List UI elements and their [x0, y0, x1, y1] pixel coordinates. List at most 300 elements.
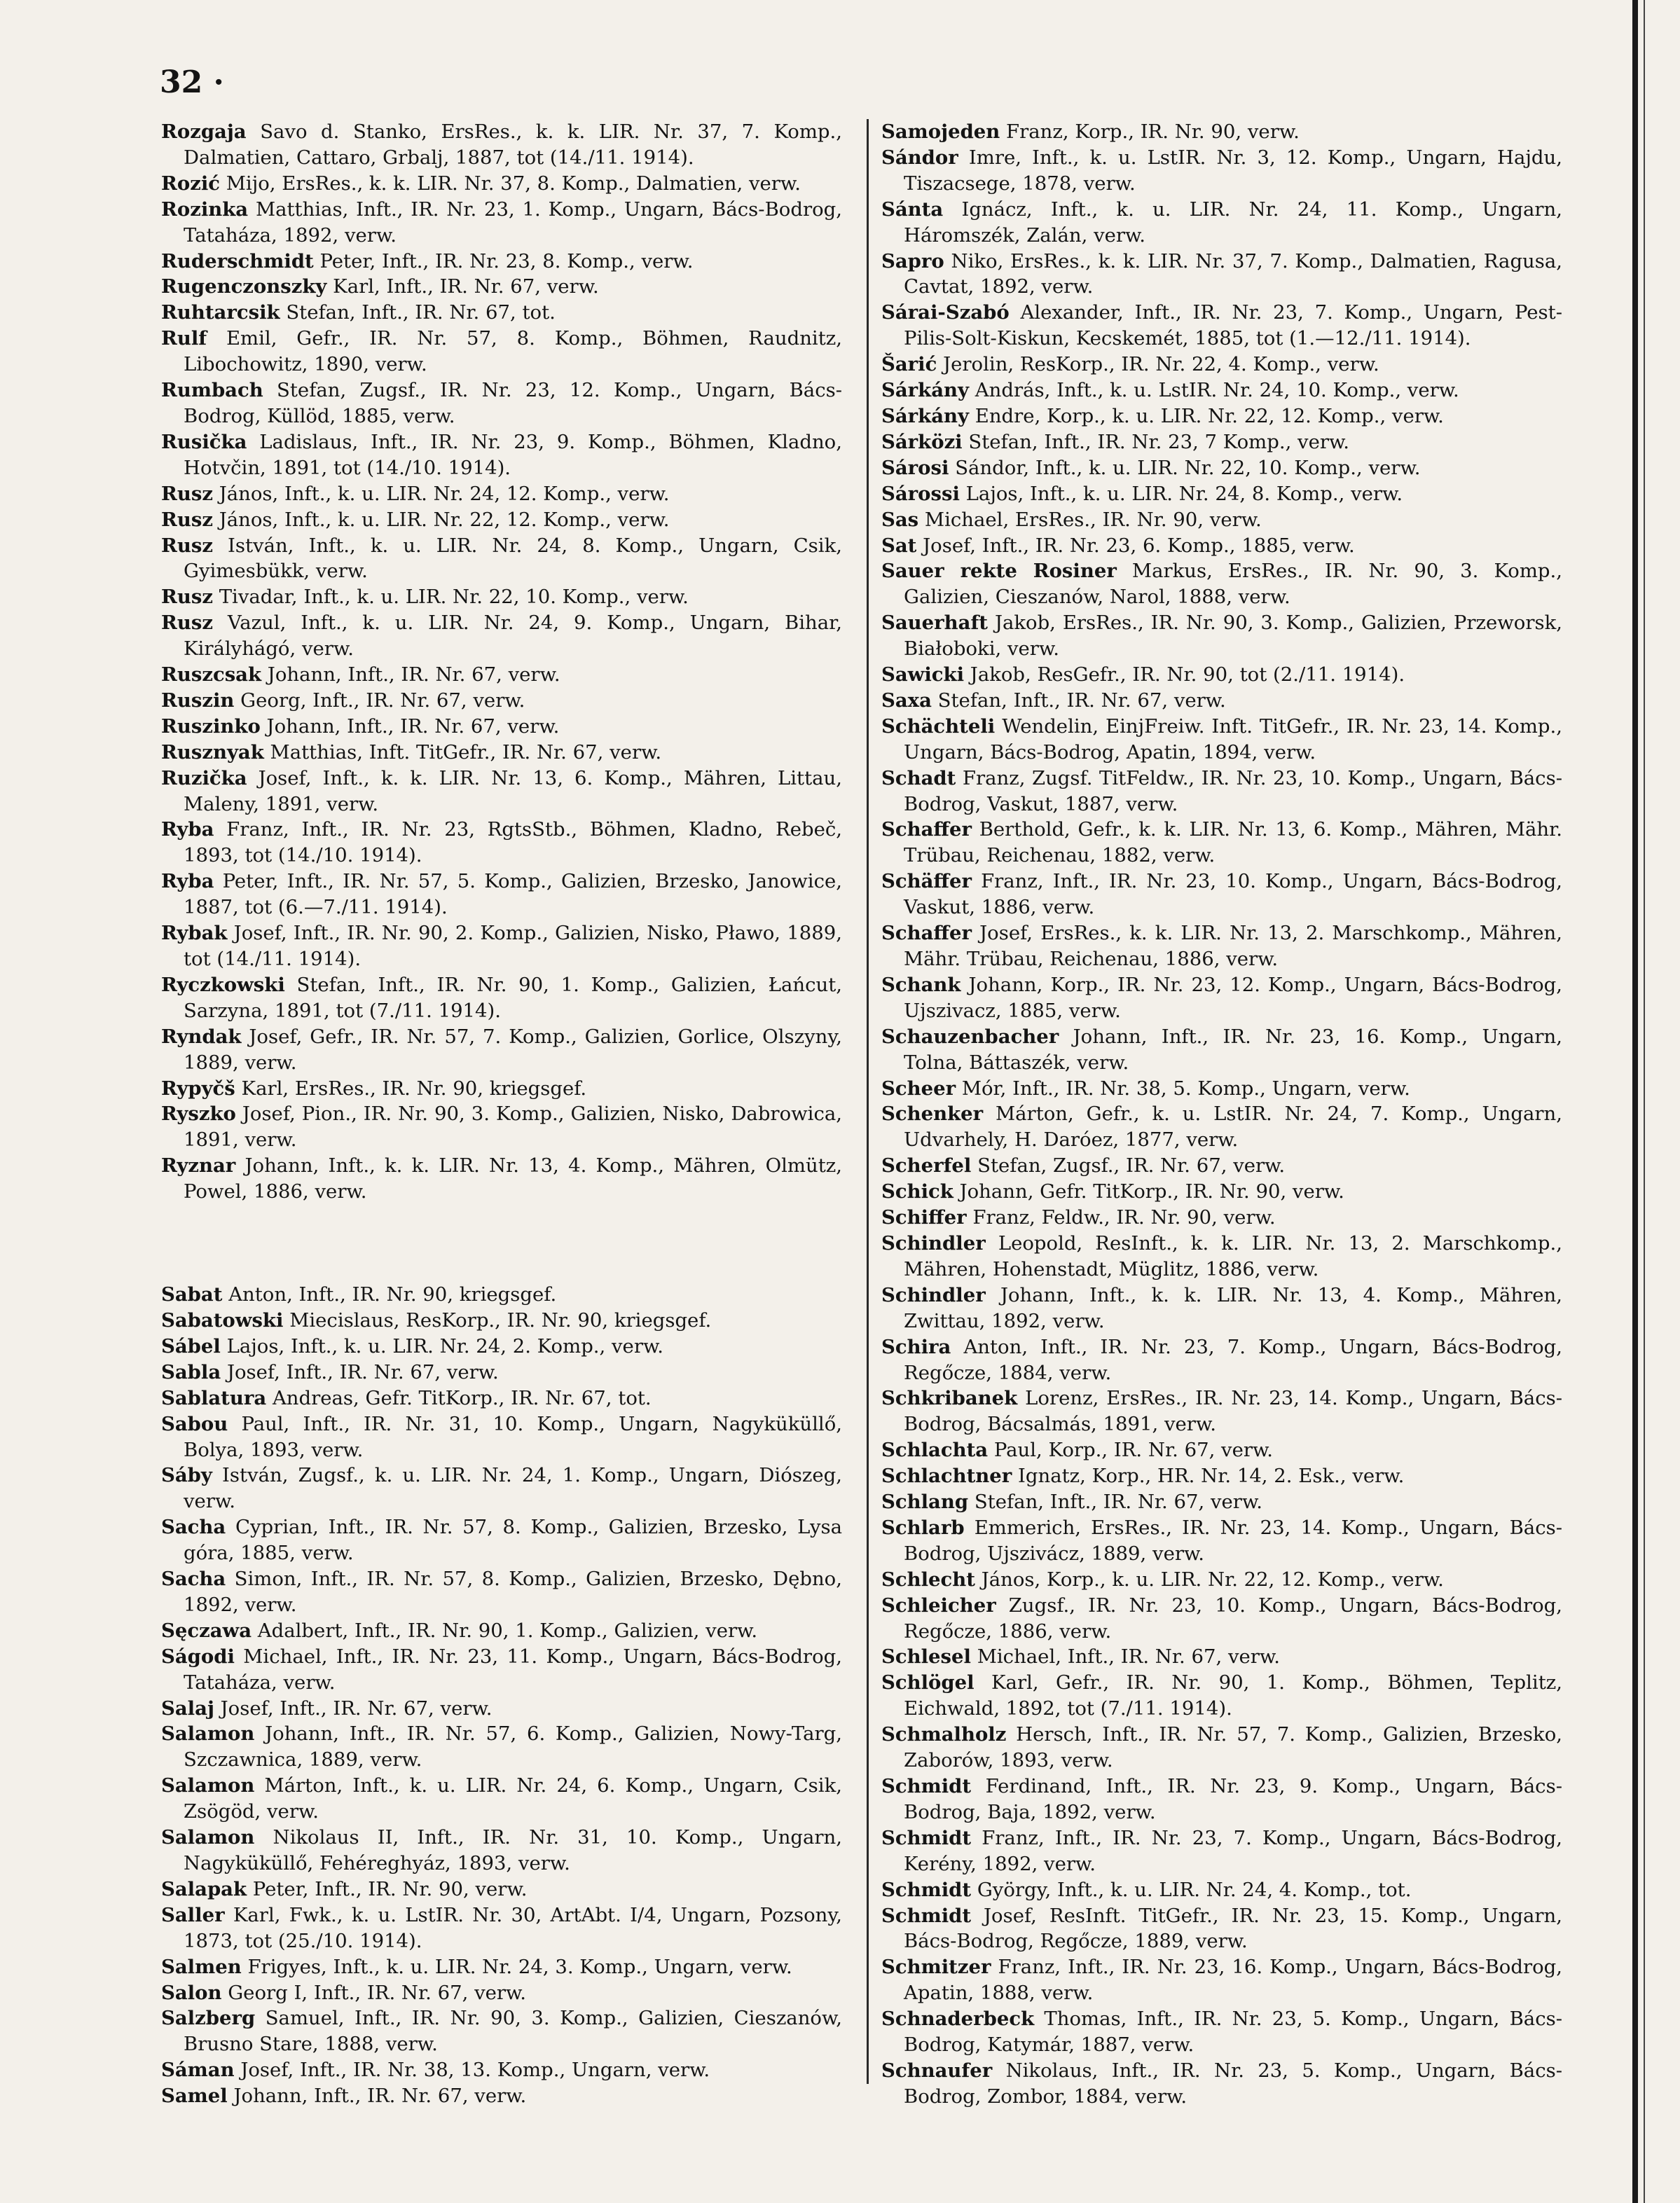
entry-details: Josef, Inft., IR. Nr. 90, 2. Komp., Galizien, Nisko, Pławo, 1889, tot (14./11. 1914). [184, 922, 842, 970]
entry-details: Mijo, ErsRes., k. k. LIR. Nr. 37, 8. Komp., Dalmatien, verw. [226, 172, 801, 195]
entry-details: Emil, Gefr., IR. Nr. 57, 8. Komp., Böhmen, Raudnitz, Libochowitz, 1890, verw. [184, 327, 842, 376]
entry-surname: Schkribanek [881, 1387, 1018, 1410]
entry-surname: Ryznar [161, 1154, 236, 1178]
page-edge-rule-thin [1644, 0, 1645, 2203]
entry-details: Adalbert, Inft., IR. Nr. 90, 1. Komp., Galizien, verw. [257, 1619, 758, 1642]
entry-surname: Schächteli [881, 714, 996, 738]
entry-details: Josef, Pion., IR. Nr. 90, 3. Komp., Galizien, Nisko, Dabrowica, 1891, verw. [184, 1103, 842, 1152]
register-entry [881, 2058, 1562, 2110]
register-entry [881, 1774, 1562, 1825]
entry-details: Stefan, Inft., IR. Nr. 23, 7 Komp., verw. [968, 430, 1350, 453]
right-column [881, 119, 1562, 2110]
entry-surname: Rozinka [161, 198, 249, 221]
entry-details: Ignatz, Korp., HR. Nr. 14, 2. Esk., verw. [1018, 1465, 1405, 1488]
register-entry [881, 455, 1562, 481]
entry-details: Berthold, Gefr., k. k. LIR. Nr. 13, 6. Komp., Mähren, Mähr. Trübau, Reichenau, 1882, verw. [904, 818, 1562, 867]
register-entry [161, 817, 842, 869]
entry-details: Josef, Inft., IR. Nr. 67, verw. [220, 1697, 493, 1720]
entry-details: Nikolaus II, Inft., IR. Nr. 31, 10. Komp., Ungarn, Nagyküküllő, Fehéreghyáz, 1893, verw. [184, 1826, 842, 1874]
entry-details: Jerolin, ResKorp., IR. Nr. 22, 4. Komp., verw. [943, 353, 1379, 376]
entry-surname: Salaj [161, 1697, 214, 1720]
entry-details: Ladislaus, Inft., IR. Nr. 23, 9. Komp., Böhmen, Kladno, Hotvčin, 1891, tot (14./10. 1914). [184, 430, 842, 479]
register-entry [161, 119, 842, 171]
entry-surname: Rusz [161, 612, 213, 635]
entry-details: Georg I, Inft., IR. Nr. 67, verw. [228, 1981, 527, 2004]
entry-details: Thomas, Inft., IR. Nr. 23, 5. Komp., Ungarn, Bács-Bodrog, Katymár, 1887, verw. [904, 2008, 1562, 2057]
register-entry [161, 197, 842, 249]
entry-surname: Schlang [881, 1491, 969, 1514]
register-entry [161, 326, 842, 378]
entry-details: Johann, Inft., IR. Nr. 67, verw. [233, 2085, 527, 2108]
register-entry [161, 1153, 842, 1205]
entry-details: Nikolaus, Inft., IR. Nr. 23, 5. Komp., Ungarn, Bács-Bodrog, Zombor, 1884, verw. [904, 2059, 1562, 2108]
register-entry [881, 507, 1562, 533]
entry-surname: Sárkány [881, 404, 970, 427]
entry-surname: Schauzenbacher [881, 1025, 1059, 1048]
left-column [161, 119, 842, 2109]
entry-surname: Ryczkowski [161, 973, 285, 996]
entry-surname: Schnaufer [881, 2059, 993, 2082]
register-entry [161, 1825, 842, 1877]
entry-surname: Sárközi [881, 430, 963, 453]
entry-surname: Ryndak [161, 1025, 242, 1048]
section-gap [161, 1205, 842, 1282]
entry-surname: Rozić [161, 172, 221, 195]
register-entry [881, 300, 1562, 352]
register-entry [881, 1644, 1562, 1670]
entry-details: Johann, Inft., k. k. LIR. Nr. 13, 4. Komp., Mähren, Olmütz, Powel, 1886, verw. [184, 1154, 842, 1203]
entry-details: Ferdinand, Inft., IR. Nr. 23, 9. Komp., Ungarn, Bács-Bodrog, Baja, 1892, verw. [904, 1775, 1562, 1823]
entry-details: Michael, Inft., IR. Nr. 23, 11. Komp., Ungarn, Bács-Bodrog, Tataháza, verw. [184, 1645, 842, 1694]
register-entry [881, 352, 1562, 378]
entry-details: Peter, Inft., IR. Nr. 90, verw. [252, 1877, 528, 1900]
entry-details: Franz, Inft., IR. Nr. 23, 10. Komp., Ungarn, Bács-Bodrog, Vaskut, 1886, verw. [904, 870, 1562, 919]
entry-details: Stefan, Inft., IR. Nr. 67, tot. [286, 301, 556, 324]
register-entry [161, 1980, 842, 2006]
entry-surname: Schiffer [881, 1206, 967, 1229]
entry-details: András, Inft., k. u. LstIR. Nr. 24, 10. Komp., verw. [975, 379, 1459, 402]
entry-surname: Sas [881, 508, 919, 531]
entry-surname: Saller [161, 1903, 225, 1926]
entry-details: Lajos, Inft., k. u. LIR. Nr. 24, 2. Komp., verw. [226, 1334, 663, 1358]
register-entry [881, 403, 1562, 429]
register-entry [161, 766, 842, 817]
entry-details: Johann, Inft., IR. Nr. 67, verw. [266, 714, 560, 738]
entry-details: Peter, Inft., IR. Nr. 23, 8. Komp., verw. [319, 249, 694, 272]
register-entry [161, 1308, 842, 1334]
entry-surname: Scheer [881, 1077, 956, 1100]
entry-surname: Samojeden [881, 120, 1000, 143]
register-entry [881, 197, 1562, 249]
entry-surname: Sapro [881, 249, 944, 272]
entry-surname: Schick [881, 1180, 953, 1203]
entry-surname: Sáman [161, 2059, 235, 2082]
entry-details: Emmerich, ErsRes., IR. Nr. 23, 14. Komp., Ungarn, Bács-Bodrog, Ujszivácz, 1889, verw. [904, 1516, 1562, 1565]
register-entry [161, 1902, 842, 1954]
register-entry [881, 533, 1562, 559]
column-divider [867, 119, 869, 2084]
entry-surname: Sábel [161, 1334, 221, 1358]
entry-details: István, Zugsf., k. u. LIR. Nr. 24, 1. Komp., Ungarn, Diószeg, verw. [184, 1464, 842, 1513]
entry-details: Vazul, Inft., k. u. LIR. Nr. 24, 9. Komp., Ungarn, Bihar, Királyhágó, verw. [184, 612, 842, 661]
entry-details: Franz, Inft., IR. Nr. 23, RgtsStb., Böhmen, Kladno, Rebeč, 1893, tot (14./10. 1914). [184, 818, 842, 867]
entry-surname: Rozgaja [161, 120, 247, 143]
entry-surname: Schenker [881, 1103, 984, 1126]
register-entry [881, 972, 1562, 1024]
entry-surname: Rusz [161, 508, 213, 531]
register-entry [881, 145, 1562, 197]
register-entry [161, 1101, 842, 1153]
entry-surname: Schlesel [881, 1645, 971, 1669]
entry-surname: Sárossi [881, 482, 960, 505]
entry-surname: Sárai-Szabó [881, 301, 1010, 324]
entry-surname: Schnaderbeck [881, 2008, 1035, 2031]
register-entry [881, 1670, 1562, 1722]
entry-surname: Rusznyak [161, 740, 264, 764]
register-entry [881, 429, 1562, 455]
entry-surname: Sauerhaft [881, 612, 989, 635]
entry-surname: Rusz [161, 534, 213, 557]
register-entry [881, 1463, 1562, 1489]
entry-details: Matthias, Inft., IR. Nr. 23, 1. Komp., Ungarn, Bács-Bodrog, Tataháza, 1892, verw. [184, 198, 842, 247]
entry-details: Peter, Inft., IR. Nr. 57, 5. Komp., Galizien, Brzesko, Janowice, 1887, tot (6.—7./11. 1914). [184, 870, 842, 919]
entry-surname: Salamon [161, 1722, 255, 1746]
entry-details: Leopold, ResInft., k. k. LIR. Nr. 13, 2. Marschkomp., Mähren, Hohenstadt, Müglitz, 1886, verw. [904, 1231, 1562, 1280]
register-entry [881, 1954, 1562, 2006]
register-entry [881, 1386, 1562, 1437]
register-entry [881, 1283, 1562, 1334]
entry-surname: Schlarb [881, 1516, 965, 1539]
entry-surname: Rusička [161, 430, 247, 453]
entry-surname: Ruszin [161, 689, 235, 712]
entry-details: Michael, ErsRes., IR. Nr. 90, verw. [924, 508, 1262, 531]
entry-surname: Schmidt [881, 1878, 972, 1901]
register-entry [161, 481, 842, 507]
entry-details: Josef, ErsRes., k. k. LIR. Nr. 13, 2. Marschkomp., Mähren, Mähr. Trübau, Reichenau, 1886, verw. [904, 922, 1562, 970]
entry-surname: Salamon [161, 1826, 255, 1849]
entry-surname: Salamon [161, 1774, 255, 1797]
entry-surname: Ruderschmidt [161, 249, 314, 272]
register-entry [881, 817, 1562, 869]
register-entry [161, 740, 842, 766]
entry-surname: Schaffer [881, 922, 972, 945]
entry-details: György, Inft., k. u. LIR. Nr. 24, 4. Komp., tot. [977, 1878, 1412, 1901]
register-entry [881, 688, 1562, 714]
entry-surname: Ryba [161, 818, 214, 841]
register-entry [881, 249, 1562, 301]
entry-details: Jakob, ErsRes., IR. Nr. 90, 3. Komp., Galizien, Przeworsk, Białoboki, verw. [904, 612, 1562, 661]
entry-details: Josef, Gefr., IR. Nr. 57, 7. Komp., Galizien, Gorlice, Olszyny, 1889, verw. [184, 1025, 842, 1074]
entry-details: Stefan, Inft., IR. Nr. 90, 1. Komp., Galizien, Łańcut, Sarzyna, 1891, tot (7./11. 1914). [184, 973, 842, 1022]
register-entry [881, 1903, 1562, 1955]
entry-surname: Schank [881, 973, 961, 996]
register-entry [161, 1954, 842, 1980]
register-entry [161, 972, 842, 1024]
register-entry [881, 869, 1562, 920]
entry-surname: Sárosi [881, 456, 949, 479]
entry-surname: Salzberg [161, 2007, 256, 2030]
entry-surname: Schlachtner [881, 1465, 1012, 1488]
page-number: 32 · [160, 64, 224, 100]
register-entry [881, 1877, 1562, 1903]
entry-surname: Rybak [161, 922, 228, 945]
register-entry [161, 1360, 842, 1386]
register-entry [161, 1644, 842, 1696]
entry-surname: Ruszcsak [161, 663, 262, 686]
entry-details: Wendelin, EinjFreiw. Inft. TitGefr., IR. Nr. 23, 14. Komp., Ungarn, Bács-Bodrog, Apatin, 1894, verw. [904, 714, 1562, 764]
entry-details: Stefan, Zugsf., IR. Nr. 67, verw. [977, 1154, 1286, 1178]
entry-surname: Schadt [881, 766, 956, 789]
register-entry [881, 610, 1562, 662]
register-entry [881, 378, 1562, 403]
entry-surname: Sacha [161, 1568, 226, 1591]
entry-surname: Schlachta [881, 1439, 989, 1462]
entry-surname: Sabou [161, 1412, 228, 1435]
entry-details: Johann, Inft., IR. Nr. 67, verw. [267, 663, 560, 686]
entry-details: Josef, Inft., k. k. LIR. Nr. 13, 6. Komp., Mähren, Littau, Maleny, 1891, verw. [184, 766, 842, 815]
entry-details: Imre, Inft., k. u. LstIR. Nr. 3, 12. Komp., Ungarn, Hajdu, Tiszacsege, 1878, verw. [904, 146, 1562, 195]
entry-details: Karl, Fwk., k. u. LstIR. Nr. 30, ArtAbt. I/4, Ungarn, Pozsony, 1873, tot (25./10. 1914). [184, 1903, 842, 1952]
entry-surname: Rumbach [161, 379, 263, 402]
entry-surname: Salon [161, 1981, 222, 2004]
register-entry [161, 920, 842, 972]
entry-details: Lorenz, ErsRes., IR. Nr. 23, 14. Komp., Ungarn, Bács-Bodrog, Bácsalmás, 1891, verw. [904, 1387, 1562, 1436]
entry-details: Johann, Inft., IR. Nr. 23, 16. Komp., Ungarn, Tolna, Báttaszék, verw. [904, 1025, 1562, 1074]
entry-details: Hersch, Inft., IR. Nr. 57, 7. Komp., Galizien, Brzesko, Zaborów, 1893, verw. [904, 1723, 1562, 1772]
entry-surname: Schleicher [881, 1594, 996, 1617]
register-entry [161, 533, 842, 585]
entry-surname: Samel [161, 2085, 228, 2108]
register-entry [161, 662, 842, 688]
register-entry [881, 481, 1562, 507]
entry-details: Lajos, Inft., k. u. LIR. Nr. 24, 8. Komp., verw. [965, 482, 1403, 505]
entry-details: János, Inft., k. u. LIR. Nr. 22, 12. Komp., verw. [219, 508, 670, 531]
entry-surname: Rusz [161, 482, 213, 505]
entry-details: Josef, Inft., IR. Nr. 67, verw. [226, 1360, 499, 1383]
register-entry [161, 274, 842, 300]
register-entry [161, 1024, 842, 1076]
entry-surname: Sabatowski [161, 1308, 284, 1332]
register-entry [161, 1463, 842, 1514]
entry-surname: Sánta [881, 198, 944, 221]
entry-surname: Schindler [881, 1231, 986, 1255]
entry-details: Alexander, Inft., IR. Nr. 23, 7. Komp., Ungarn, Pest-Pilis-Solt-Kiskun, Kecskemét, 1885, tot (1.—12./11. 1914). [904, 301, 1562, 350]
entry-details: Cyprian, Inft., IR. Nr. 57, 8. Komp., Galizien, Brzesko, Lysa góra, 1885, verw. [184, 1516, 842, 1565]
entry-details: Samuel, Inft., IR. Nr. 90, 3. Komp., Galizien, Cieszanów, Brusno Stare, 1888, verw. [184, 2007, 842, 2056]
register-entry [161, 1877, 842, 1902]
register-entry [161, 1282, 842, 1308]
entry-details: Mór, Inft., IR. Nr. 38, 5. Komp., Ungarn, verw. [961, 1077, 1410, 1100]
entry-details: István, Inft., k. u. LIR. Nr. 24, 8. Komp., Ungarn, Csik, Gyimesbükk, verw. [184, 534, 842, 583]
entry-surname: Schindler [881, 1283, 986, 1306]
entry-surname: Salmen [161, 1955, 242, 1978]
entry-surname: Schmidt [881, 1775, 972, 1797]
register-entry [161, 1076, 842, 1102]
entry-surname: Sabla [161, 1360, 221, 1383]
entry-details: Anton, Inft., IR. Nr. 90, kriegsgef. [228, 1283, 557, 1306]
entry-details: Endre, Korp., k. u. LIR. Nr. 22, 12. Komp., verw. [975, 404, 1444, 427]
entry-details: Josef, Inft., IR. Nr. 38, 13. Komp., Ungarn, verw. [240, 2059, 710, 2082]
entry-details: Matthias, Inft. TitGefr., IR. Nr. 67, verw. [270, 740, 662, 764]
entry-details: Franz, Korp., IR. Nr. 90, verw. [1006, 120, 1300, 143]
register-entry [881, 1205, 1562, 1231]
entry-details: Ignácz, Inft., k. u. LIR. Nr. 24, 11. Komp., Ungarn, Háromszék, Zalán, verw. [904, 198, 1562, 247]
entry-surname: Rusz [161, 586, 213, 609]
register-entry [881, 714, 1562, 766]
entry-surname: Schaffer [881, 818, 972, 841]
register-entry [161, 1696, 842, 1722]
entry-details: Paul, Inft., IR. Nr. 31, 10. Komp., Ungarn, Nagyküküllő, Bolya, 1893, verw. [184, 1412, 842, 1461]
entry-details: Paul, Korp., IR. Nr. 67, verw. [993, 1439, 1274, 1462]
entry-details: Karl, Inft., IR. Nr. 67, verw. [333, 275, 599, 298]
entry-surname: Schmalholz [881, 1723, 1007, 1746]
register-entry [161, 688, 842, 714]
entry-surname: Sablatura [161, 1386, 267, 1409]
entry-surname: Rulf [161, 327, 207, 350]
entry-details: Zugsf., IR. Nr. 23, 10. Komp., Ungarn, Bács-Bodrog, Regőcze, 1886, verw. [904, 1594, 1563, 1643]
register-entry [881, 1076, 1562, 1102]
entry-surname: Scherfel [881, 1154, 972, 1178]
entry-surname: Ruhtarcsik [161, 301, 280, 324]
entry-details: Johann, Inft., IR. Nr. 57, 6. Komp., Galizien, Nowy-Targ, Szczawnica, 1889, verw. [184, 1722, 842, 1772]
register-entry [161, 1411, 842, 1463]
register-entry [881, 1722, 1562, 1774]
entry-details: Stefan, Inft., IR. Nr. 67, verw. [937, 689, 1226, 712]
entry-surname: Rugenczonszky [161, 275, 327, 298]
entry-surname: Saxa [881, 689, 932, 712]
entry-surname: Salapak [161, 1877, 247, 1900]
entry-surname: Ryszko [161, 1103, 236, 1126]
entry-details: Georg, Inft., IR. Nr. 67, verw. [240, 689, 525, 712]
entry-surname: Schäffer [881, 870, 972, 893]
register-entry [161, 507, 842, 533]
entry-details: Johann, Korp., IR. Nr. 23, 12. Komp., Ungarn, Bács-Bodrog, Ujszivacz, 1885, verw. [904, 973, 1562, 1022]
entry-surname: Schmidt [881, 1904, 972, 1927]
entry-surname: Šarić [881, 353, 937, 376]
register-entry [161, 584, 842, 610]
entry-surname: Schmidt [881, 1826, 972, 1849]
register-entry [881, 2006, 1562, 2058]
register-entry [161, 1566, 842, 1618]
entry-surname: Sęczawa [161, 1619, 252, 1642]
register-entry [881, 1825, 1562, 1877]
entry-details: Johann, Inft., k. k. LIR. Nr. 13, 4. Komp., Mähren, Zwittau, 1892, verw. [904, 1283, 1562, 1332]
entry-details: Franz, Inft., IR. Nr. 23, 7. Komp., Ungarn, Bács-Bodrog, Kerény, 1892, verw. [904, 1826, 1562, 1875]
register-entry [161, 1773, 842, 1825]
register-entry [161, 378, 842, 429]
entry-surname: Ságodi [161, 1645, 235, 1668]
register-entry [881, 119, 1562, 145]
register-entry [161, 1334, 842, 1360]
register-entry [161, 2057, 842, 2083]
entry-surname: Sabat [161, 1283, 223, 1306]
entry-details: Franz, Inft., IR. Nr. 23, 16. Komp., Ungarn, Bács-Bodrog, Apatin, 1888, verw. [904, 1956, 1563, 2005]
entry-details: Karl, Gefr., IR. Nr. 90, 1. Komp., Böhmen, Teplitz, Eichwald, 1892, tot (7./11. 1914). [904, 1671, 1562, 1720]
register-entry [161, 429, 842, 481]
entry-details: Miecislaus, ResKorp., IR. Nr. 90, kriegsgef. [289, 1308, 712, 1332]
register-entry [881, 1437, 1562, 1463]
entry-details: Stefan, Zugsf., IR. Nr. 23, 12. Komp., Ungarn, Bács-Bodrog, Küllöd, 1885, verw. [184, 379, 842, 427]
register-entry [161, 714, 842, 740]
register-entry [881, 1179, 1562, 1205]
entry-details: Johann, Gefr. TitKorp., IR. Nr. 90, verw. [959, 1180, 1344, 1203]
register-entry [881, 920, 1562, 972]
entry-details: Karl, ErsRes., IR. Nr. 90, kriegsgef. [241, 1077, 587, 1100]
entry-details: Markus, ErsRes., IR. Nr. 90, 3. Komp., Galizien, Cieszanów, Narol, 1888, verw. [904, 560, 1562, 609]
entry-details: Márton, Inft., k. u. LIR. Nr. 24, 6. Komp., Ungarn, Csik, Zsögöd, verw. [184, 1774, 842, 1823]
entry-details: Simon, Inft., IR. Nr. 57, 8. Komp., Galizien, Brzesko, Dębno, 1892, verw. [184, 1568, 842, 1616]
entry-details: Jakob, ResGefr., IR. Nr. 90, tot (2./11. 1914). [970, 663, 1405, 686]
register-entry [881, 1334, 1562, 1386]
entry-surname: Ruzička [161, 766, 247, 789]
entry-details: Tivadar, Inft., k. u. LIR. Nr. 22, 10. Komp., verw. [219, 586, 689, 609]
entry-surname: Sawicki [881, 663, 965, 686]
register-entry [881, 1593, 1562, 1645]
entry-details: János, Korp., k. u. LIR. Nr. 22, 12. Komp., verw. [981, 1568, 1444, 1591]
entry-surname: Sacha [161, 1516, 226, 1539]
register-entry [881, 1567, 1562, 1593]
entry-surname: Schlögel [881, 1671, 975, 1694]
entry-details: János, Inft., k. u. LIR. Nr. 24, 12. Komp., verw. [219, 482, 670, 505]
register-entry [881, 1024, 1562, 1076]
entry-surname: Ruszinko [161, 714, 261, 738]
entry-surname: Sándor [881, 146, 958, 169]
register-entry [881, 1231, 1562, 1283]
entry-surname: Sáby [161, 1464, 212, 1487]
entry-details: Anton, Inft., IR. Nr. 23, 7. Komp., Ungarn, Bács-Bodrog, Regőcze, 1884, verw. [904, 1335, 1562, 1384]
entry-surname: Rypyčš [161, 1077, 235, 1100]
register-entry [881, 766, 1562, 817]
entry-surname: Schira [881, 1335, 951, 1358]
entry-details: Franz, Feldw., IR. Nr. 90, verw. [972, 1206, 1276, 1229]
entry-details: Niko, ErsRes., k. k. LIR. Nr. 37, 7. Komp., Dalmatien, Ragusa, Cavtat, 1892, verw. [904, 249, 1563, 298]
register-entry [161, 300, 842, 326]
register-entry [161, 2005, 842, 2057]
register-entry [161, 171, 842, 197]
entry-details: Sándor, Inft., k. u. LIR. Nr. 22, 10. Komp., verw. [955, 456, 1421, 479]
entry-details: Savo d. Stanko, ErsRes., k. k. LIR. Nr. 37, 7. Komp., Dalmatien, Cattaro, Grbalj, 1887, tot (14./11. 1914). [184, 120, 842, 169]
entry-surname: Sárkány [881, 379, 970, 402]
register-entry [161, 869, 842, 920]
entry-details: Frigyes, Inft., k. u. LIR. Nr. 24, 3. Komp., Ungarn, verw. [247, 1955, 792, 1978]
register-entry [161, 249, 842, 275]
entry-surname: Ryba [161, 870, 214, 893]
register-entry [881, 558, 1562, 610]
register-entry [161, 2083, 842, 2109]
register-entry [881, 1101, 1562, 1153]
register-entry [881, 1515, 1562, 1567]
register-entry [881, 1153, 1562, 1179]
register-entry [881, 1489, 1562, 1515]
entry-details: Michael, Inft., IR. Nr. 67, verw. [977, 1645, 1280, 1669]
entry-details: Josef, ResInft. TitGefr., IR. Nr. 23, 15. Komp., Ungarn, Bács-Bodrog, Regőcze, 1889, verw. [904, 1904, 1562, 1953]
entry-details: Franz, Zugsf. TitFeldw., IR. Nr. 23, 10. Komp., Ungarn, Bács-Bodrog, Vaskut, 1887, verw. [904, 766, 1562, 815]
register-entry [161, 1514, 842, 1566]
entry-details: Márton, Gefr., k. u. LstIR. Nr. 24, 7. Komp., Ungarn, Udvarhely, H. Daróez, 1877, verw. [904, 1103, 1562, 1152]
page-edge-rule [1632, 0, 1638, 2203]
entry-surname: Sauer rekte Rosiner [881, 560, 1117, 583]
entry-surname: Sat [881, 534, 917, 557]
register-entry [881, 662, 1562, 688]
entry-surname: Schmitzer [881, 1956, 991, 1979]
register-entry [161, 610, 842, 662]
register-entry [161, 1721, 842, 1773]
entry-details: Josef, Inft., IR. Nr. 23, 6. Komp., 1885, verw. [923, 534, 1355, 557]
entry-details: Stefan, Inft., IR. Nr. 67, verw. [974, 1491, 1262, 1514]
entry-details: Andreas, Gefr. TitKorp., IR. Nr. 67, tot. [272, 1386, 652, 1409]
register-entry [161, 1386, 842, 1411]
register-entry [161, 1618, 842, 1644]
